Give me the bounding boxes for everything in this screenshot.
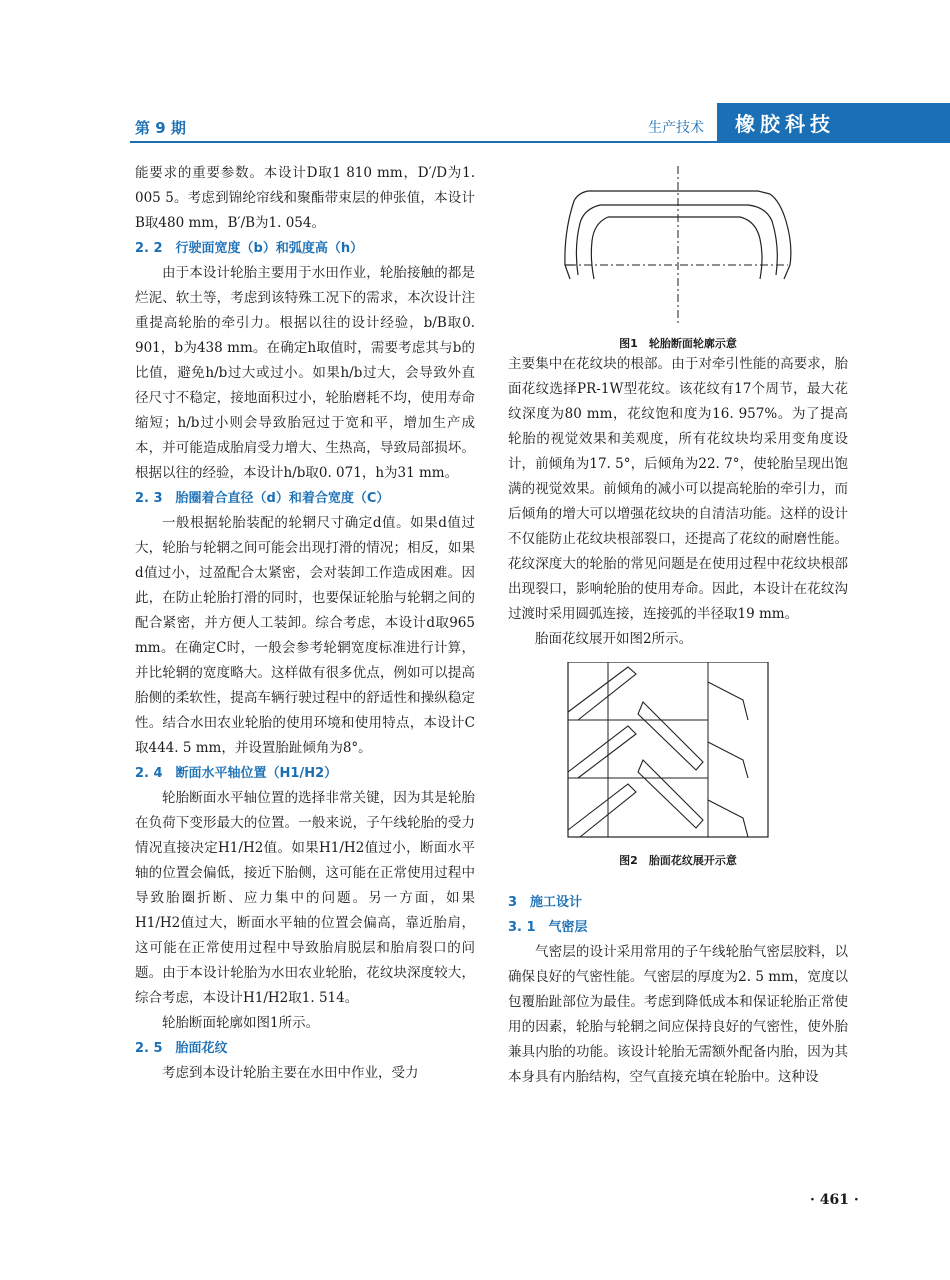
figure-2-caption: 图2 胎面花纹展开示意: [619, 854, 737, 867]
tread-pattern-diagram: [508, 662, 848, 842]
section-heading-3-1: 3. 1 气密层: [508, 920, 588, 935]
section-heading-2-2: 2. 2 行驶面宽度（b）和弧度高（h）: [135, 241, 364, 256]
issue-label: 第 9 期: [135, 119, 186, 137]
figure-1-caption: 图1 轮胎断面轮廓示意: [619, 337, 737, 350]
section-heading-2-4: 2. 4 断面水平轴位置（H1/H2）: [135, 766, 338, 781]
page-number: · 461 ·: [810, 1192, 859, 1208]
paragraph: 轮胎断面轮廓如图1所示。: [162, 1015, 320, 1031]
paragraph: 轮胎断面水平轴位置的选择非常关键，因为其是轮胎在负荷下变形最大的位置。一般来说，子午线轮胎的受力情况直接决定H1/H2值。如果H1/H2值过小，断面水平轴的位置会偏低，接近下胎侧，这可能在正常使用过程中导致胎圈折断、应力集中的问题。另一方面，如果H1/H2值过大，断面水平轴的位置会偏高，靠近胎肩，这可能在正常使用过程中导致胎肩脱层和胎肩裂口的问题。由于本设计轮胎为水田农业轮胎，花纹块深度较大，综合考虑，本设计H1/H2取1. 514。: [135, 790, 475, 1006]
paragraph: 一般根据轮胎装配的轮辋尺寸确定d值。如果d值过大，轮胎与轮辋之间可能会出现打滑的情况；相反，如果d值过小，过盈配合太紧密，会对装卸工作造成困难。因此，在防止轮胎打滑的同时，也要保证轮胎与轮辋之间的配合紧密，并方便人工装卸。综合考虑，本设计d取965 mm。在确定C时，一般会参考轮辋宽度标准进行计算，并比轮辋的宽度略大。这样做有很多优点，例如可以提高胎侧的柔软性，提高车辆行驶过程中的舒适性和操纵稳定性。结合水田农业轮胎的使用环境和使用特点，本设计C取444. 5 mm，并设置胎趾倾角为8°。: [135, 515, 475, 756]
section-heading-2-5: 2. 5 胎面花纹: [135, 1041, 228, 1056]
paragraph: 能要求的重要参数。本设计D取1 810 mm，D′/D为1. 005 5。考虑到锦纶帘线和聚酯带束层的伸张值，本设计B取480 mm，B′/B为1. 054。: [135, 165, 475, 231]
tire-profile-diagram: [508, 161, 848, 329]
figure-2: [508, 662, 848, 867]
paragraph: 考虑到本设计轮胎主要在水田中作业，受力: [162, 1065, 419, 1081]
figure-1: [508, 161, 848, 350]
journal-brand: 橡胶科技: [735, 112, 835, 136]
paragraph: 胎面花纹展开如图2所示。: [535, 631, 693, 647]
section-heading-3: 3 施工设计: [508, 895, 583, 910]
section-heading-2-3: 2. 3 胎圈着合直径（d）和着合宽度（C）: [135, 491, 390, 506]
section-label: 生产技术: [648, 120, 704, 136]
paragraph: 由于本设计轮胎主要用于水田作业，轮胎接触的都是烂泥、软土等，考虑到该特殊工况下的需求，本次设计注重提高轮胎的牵引力。根据以往的设计经验，b/B取0. 901，b为438 mm。在确定h取值时，需要考虑其与b的比值，避免h/b过大或过小。如果h/b过大，会导致外直径尺寸不稳定，接地面积过小，轮胎磨耗不均，使用寿命缩短；h/b过小则会导致胎冠过于宽和平，增加生产成本，并可能造成胎肩受力增大、生热高，导致局部损坏。根据以往的经验，本设计h/b取0. 071，h为31 mm。: [135, 265, 475, 481]
paragraph: 气密层的设计采用常用的子午线轮胎气密层胶料，以确保良好的气密性能。气密层的厚度为2. 5 mm，宽度以包覆胎趾部位为最佳。考虑到降低成本和保证轮胎正常使用的因素，轮胎与轮辋之间应保持良好的气密性，使外胎兼具内胎的功能。该设计轮胎无需额外配备内胎，因为其本身具有内胎结构，空气直接充填在轮胎中。这种设: [508, 944, 848, 1085]
right-column: [508, 161, 848, 1090]
left-column: [135, 161, 475, 1086]
paragraph: 主要集中在花纹块的根部。由于对牵引性能的高要求，胎面花纹选择PR-1W型花纹。该花纹有17个周节，最大花纹深度为80 mm，花纹饱和度为16. 957%。为了提高轮胎的视觉效果和美观度，所有花纹块均采用变角度设计，前倾角为17. 5°，后倾角为22. 7°，使轮胎呈现出饱满的视觉效果。前倾角的减小可以提高轮胎的牵引力，而后倾角的增大可以增强花纹块的自清洁功能。这样的设计不仅能防止花纹块根部裂口，还提高了花纹的耐磨性能。花纹深度大的轮胎的常见问题是在使用过程中花纹块根部出现裂口，影响轮胎的使用寿命。因此，本设计在花纹沟过渡时采用圆弧连接，连接弧的半径取19 mm。: [508, 356, 848, 622]
